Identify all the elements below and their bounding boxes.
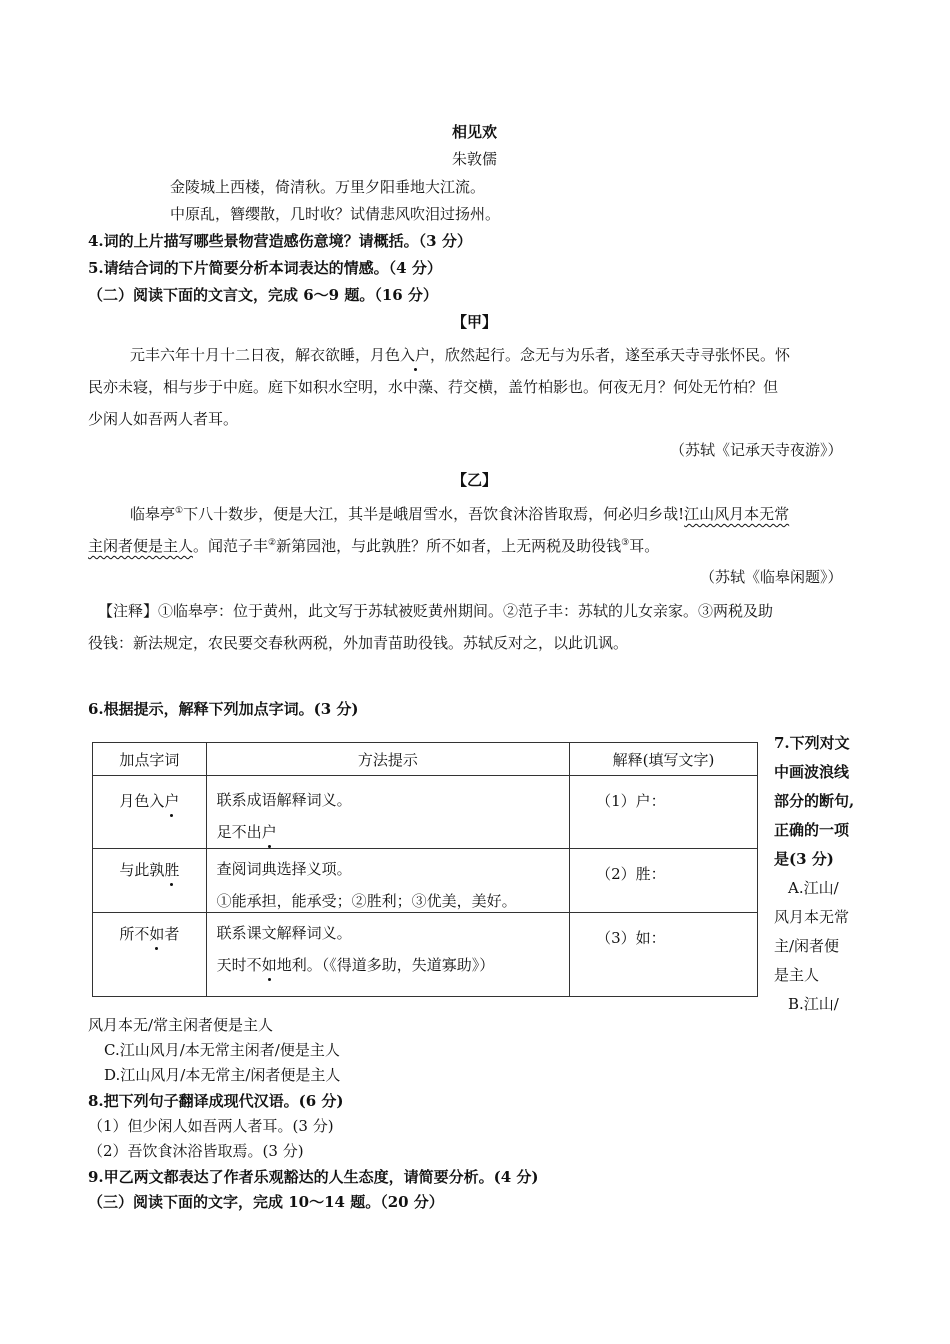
question-4: 4.词的上片描写哪些景物营造感伤意境？请概括。（3 分） — [88, 232, 472, 250]
footnote-3: ③ — [621, 538, 630, 548]
footnote-1: ① — [175, 506, 184, 516]
method-cell: 联系成语解释词义。 足不出户 — [206, 776, 569, 849]
option-a[interactable]: A.江山/ — [788, 879, 839, 897]
word-cell: 月色入户 — [93, 776, 207, 849]
option-b-continued: 风月本无/常主闲者便是主人 — [88, 1016, 274, 1034]
dotted-word: 入户 — [400, 346, 431, 364]
question-5: 5.请结合词的下片简要分析本词表达的情感。（4 分） — [88, 259, 442, 277]
passage-jia-line-1: 元丰六年十月十二日夜，解衣欲睡，月色入户，欣然起行。念无与为乐者，遂至承天寺寻张怀民。怀 — [130, 346, 791, 364]
passage-jia-line-2: 民亦未寝，相与步于中庭。庭下如积水空明，水中藻、荇交横，盖竹柏影也。何夜无月？何处无竹柏？但 — [88, 378, 779, 396]
option-b[interactable]: B.江山/ — [788, 995, 839, 1013]
table-row — [93, 849, 758, 913]
question-9: 9.甲乙两文都表达了作者乐观豁达的人生态度，请简要分析。(4 分) — [88, 1168, 539, 1186]
word-cell: 与此孰胜 — [93, 849, 207, 913]
table-row — [93, 913, 758, 997]
wavy-underlined-text: 主闲者便是主人 — [88, 537, 194, 555]
passage-yi-line-1: 临皋亭①下八十数步，便是大江，其半是峨眉雪水，吾饮食沐浴皆取焉，何必归乡哉!江山风月本无常 — [130, 505, 790, 523]
answer-cell[interactable]: （1）户： — [570, 776, 758, 849]
section-2-heading: （二）阅读下面的文言文，完成 6～9 题。（16 分） — [88, 286, 438, 304]
method-cell: 联系课文解释词义。 天时不如地利。（《得道多助，失道寡助》） — [206, 913, 569, 997]
table-header: 方法提示 — [206, 743, 569, 776]
answer-cell[interactable]: （3）如： — [570, 913, 758, 997]
question-7-stem: 7.下列对文 中画波浪线 部分的断句, 正确的一项 是(3 分) — [774, 734, 855, 868]
table-row — [93, 776, 758, 849]
section-3-heading: （三）阅读下面的文字，完成 10～14 题。（20 分） — [88, 1193, 444, 1211]
passage-jia-line-3: 少闲人如吾两人者耳。 — [88, 410, 239, 428]
passage-yi-source: （苏轼《临皋闲题》） — [700, 568, 843, 586]
vocabulary-table — [92, 742, 758, 997]
option-c[interactable]: C.江山风月/本无常主闲者/便是主人 — [104, 1041, 340, 1059]
footnote-2: ② — [268, 538, 277, 548]
passage-yi-heading: 【乙】 — [452, 471, 498, 489]
poem-author: 朱敦儒 — [452, 150, 498, 168]
passage-jia-source: （苏轼《记承天寺夜游》） — [670, 441, 843, 459]
annotation-line-2: 役钱：新法规定，农民要交春秋两税，外加青苗助役钱。苏轼反对之，以此讥讽。 — [88, 634, 629, 652]
passage-jia-heading: 【甲】 — [452, 313, 498, 331]
question-8: 8.把下列句子翻译成现代汉语。(6 分) — [88, 1092, 344, 1110]
question-8-2: （2）吾饮食沐浴皆取焉。(3 分) — [88, 1142, 304, 1160]
question-7-options: A.江山/ 风月本无常 主/闲者便 是主人 B.江山/ — [774, 874, 874, 1019]
option-d[interactable]: D.江山风月/本无常主/闲者便是主人 — [104, 1066, 341, 1084]
answer-cell[interactable]: （2）胜： — [570, 849, 758, 913]
question-6: 6.根据提示，解释下列加点字词。(3 分) — [88, 700, 359, 718]
passage-yi-line-2: 主闲者便是主人。闻范子丰②新第园池，与此孰胜？所不如者，上无两税及助役钱③耳。 — [88, 537, 660, 555]
question-8-1: （1）但少闲人如吾两人者耳。(3 分) — [88, 1117, 334, 1135]
wavy-underlined-text: 江山风月本无常 — [684, 505, 790, 523]
table-header: 加点字词 — [93, 743, 207, 776]
table-header: 解释(填写文字) — [570, 743, 758, 776]
word-cell: 所不如者 — [93, 913, 207, 997]
poem-line-1: 金陵城上西楼，倚清秋。万里夕阳垂地大江流。 — [170, 178, 486, 196]
poem-title: 相见欢 — [452, 123, 498, 141]
poem-line-2: 中原乱，簪缨散，几时收？试倩悲风吹泪过扬州。 — [170, 205, 501, 223]
method-cell: 查阅词典选择义项。 ①能承担，能承受；②胜利；③优美，美好。 — [206, 849, 569, 913]
annotation-line-1: 【注释】①临皋亭：位于黄州，此文写于苏轼被贬黄州期间。②范子丰：苏轼的儿女亲家。③两税及助 — [98, 602, 774, 620]
